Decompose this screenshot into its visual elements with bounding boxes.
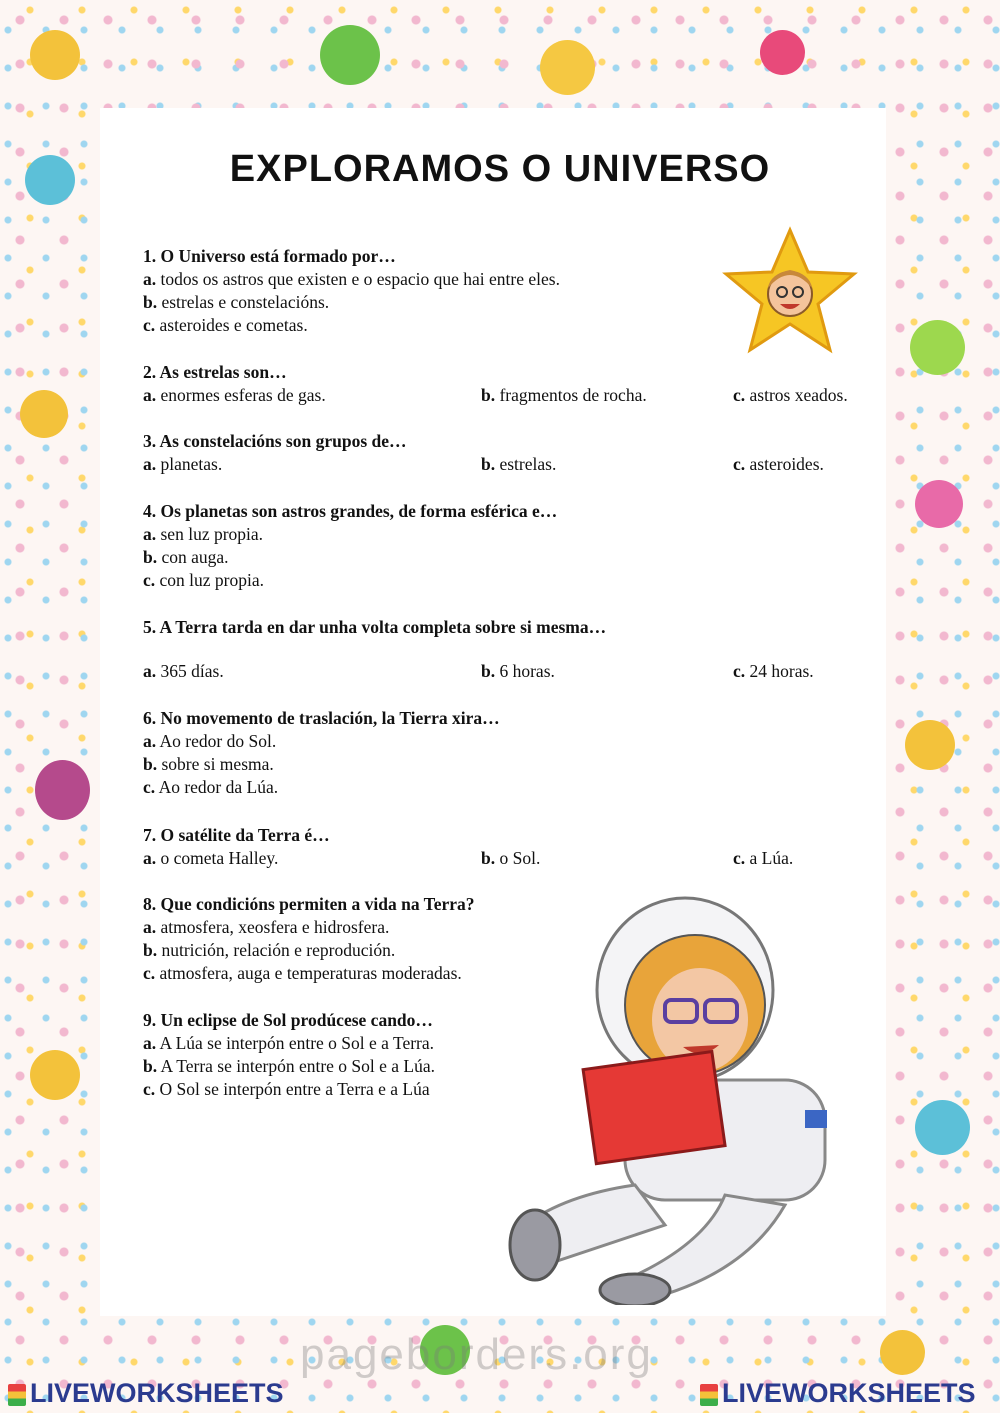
sun-decoration: [880, 1330, 925, 1375]
option-a[interactable]: a. o cometa Halley.: [143, 848, 279, 868]
option-b[interactable]: b. con auga.: [143, 547, 229, 567]
question-text: 8. Que condicións permiten a vida na Terra?: [143, 894, 475, 914]
astronaut-illustration: [505, 895, 865, 1305]
question-text: 2. As estrelas son…: [143, 362, 287, 382]
live-badge-icon: [700, 1384, 718, 1406]
option-c[interactable]: c. con luz propia.: [143, 570, 265, 590]
option-b[interactable]: b. sobre si mesma.: [143, 754, 274, 774]
question-3: [143, 430, 883, 476]
option-a[interactable]: a. sen luz propia.: [143, 524, 264, 544]
option-b[interactable]: b. o Sol.: [481, 848, 541, 868]
question-2: [143, 361, 883, 407]
question-text: 7. O satélite da Terra é…: [143, 825, 330, 845]
option-c[interactable]: c. asteroides.: [733, 454, 824, 474]
question-text: 5. A Terra tarda en dar unha volta completa sobre si mesma…: [143, 617, 607, 637]
question-text: 1. O Universo está formado por…: [143, 246, 396, 266]
option-a[interactable]: a. planetas.: [143, 454, 223, 474]
question-7: [143, 824, 883, 870]
option-c[interactable]: c. O Sol se interpón entre a Terra e a Lúa: [143, 1079, 430, 1099]
option-b[interactable]: b. estrelas e constelacións.: [143, 292, 330, 312]
question-5: [143, 616, 883, 683]
planet-decoration: [320, 25, 380, 85]
liveworksheets-logo-left[interactable]: LIVEWORKSHEETS: [8, 1378, 284, 1409]
sun-decoration: [30, 1050, 80, 1100]
page-title: EXPLORAMOS O UNIVERSO: [229, 148, 771, 190]
live-badge-icon: [8, 1384, 26, 1406]
option-a[interactable]: a. 365 días.: [143, 661, 224, 681]
planet-decoration: [35, 760, 90, 820]
question-text: 6. No movemento de traslación, la Tierra xira…: [143, 708, 500, 728]
option-a[interactable]: a. todos os astros que existen e o espacio que hai entre eles.: [143, 269, 560, 289]
planet-decoration: [760, 30, 805, 75]
sun-decoration: [30, 30, 80, 80]
option-a[interactable]: a. A Lúa se interpón entre o Sol e a Terra.: [143, 1033, 435, 1053]
option-b[interactable]: b. 6 horas.: [481, 661, 555, 681]
option-c[interactable]: c. 24 horas.: [733, 661, 814, 681]
option-b[interactable]: b. A Terra se interpón entre o Sol e a Lúa.: [143, 1056, 436, 1076]
option-c[interactable]: c. astros xeados.: [733, 385, 848, 405]
question-1: [143, 245, 883, 337]
sun-decoration: [905, 720, 955, 770]
question-text: 9. Un eclipse de Sol prodúcese cando…: [143, 1010, 433, 1030]
watermark: pageborders.org: [300, 1330, 653, 1379]
planet-decoration: [910, 320, 965, 375]
option-a[interactable]: a. Ao redor do Sol.: [143, 731, 277, 751]
option-a[interactable]: a. atmosfera, xeosfera e hidrosfera.: [143, 917, 390, 937]
planet-decoration: [915, 480, 963, 528]
question-text: 4. Os planetas son astros grandes, de forma esférica e…: [143, 501, 558, 521]
option-b[interactable]: b. estrelas.: [481, 454, 557, 474]
sun-decoration: [540, 40, 595, 95]
option-c[interactable]: c. a Lúa.: [733, 848, 794, 868]
planet-decoration: [915, 1100, 970, 1155]
option-c[interactable]: c. asteroides e cometas.: [143, 315, 308, 335]
option-b[interactable]: b. fragmentos de rocha.: [481, 385, 647, 405]
option-c[interactable]: c. atmosfera, auga e temperaturas moderadas.: [143, 963, 462, 983]
liveworksheets-logo-right[interactable]: LIVEWORKSHEETS: [700, 1378, 976, 1409]
question-text: 3. As constelacións son grupos de…: [143, 431, 407, 451]
option-a[interactable]: a. enormes esferas de gas.: [143, 385, 326, 405]
astronaut-icon: [505, 895, 865, 1305]
option-c[interactable]: c. Ao redor da Lúa.: [143, 777, 279, 797]
option-b[interactable]: b. nutrición, relación e reprodución.: [143, 940, 396, 960]
sun-decoration: [20, 390, 68, 438]
question-4: [143, 500, 883, 592]
question-6: [143, 707, 883, 799]
